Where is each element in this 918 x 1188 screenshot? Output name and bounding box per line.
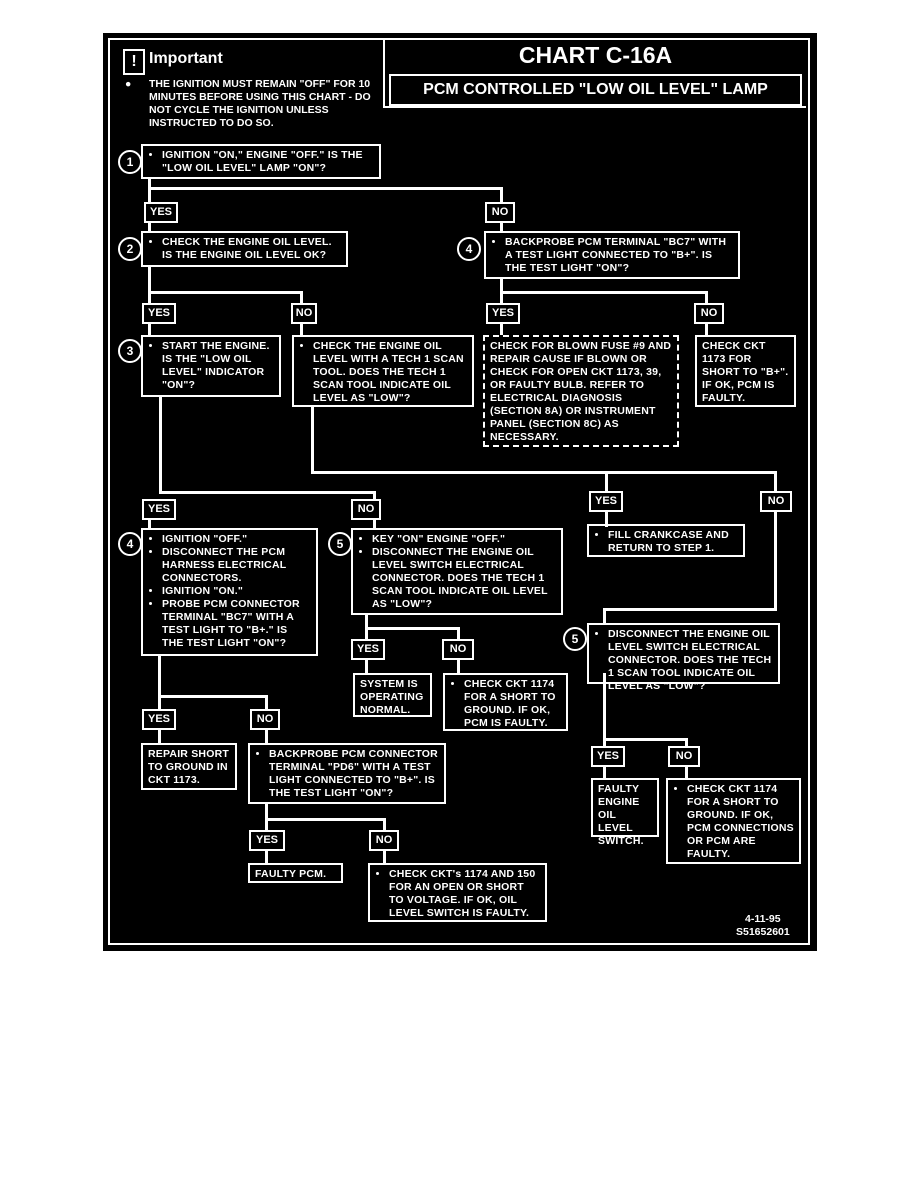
- fill-crankcase-box: • FILL CRANKCASE AND RETURN TO STEP 1.: [587, 524, 745, 557]
- connector: [603, 767, 606, 778]
- connector: [365, 627, 460, 630]
- footer-date: 4-11-95: [745, 913, 781, 925]
- yes-label: YES: [142, 709, 176, 730]
- connector: [500, 291, 708, 294]
- yes-label: YES: [249, 830, 285, 851]
- connector: [705, 323, 708, 335]
- blown-fuse-box: CHECK FOR BLOWN FUSE #9 AND REPAIR CAUSE IF BLOWN OR CHECK FOR OPEN CKT 1173, 39, OR FAULTY BULB. REFER TO ELECTRICAL DIAGNOSIS (SECTION 8A) OR INSTRUMENT PANEL (SECTION 8C) AS NECESSARY.: [483, 335, 679, 447]
- connector: [603, 608, 606, 623]
- connector: [373, 520, 376, 528]
- connector: [148, 520, 151, 528]
- yes-label: YES: [144, 202, 178, 223]
- connector: [158, 695, 268, 698]
- chart-title: CHART C-16A: [518, 42, 673, 68]
- connector: [148, 323, 151, 335]
- no-label: NO: [760, 491, 792, 512]
- footer-code: S51652601: [736, 926, 790, 938]
- connector: [774, 471, 777, 491]
- backprobe-pd6-box: • BACKPROBE PCM CONNECTOR TERMINAL "PD6" WITH A TEST LIGHT CONNECTED TO "B+". IS THE TEST LIGHT "ON"?: [248, 743, 446, 804]
- ckt-1173-box: CHECK CKT 1173 FOR SHORT TO "B+". IF OK, PCM IS FAULTY.: [695, 335, 796, 407]
- flowchart: [103, 33, 817, 951]
- tech1-check-box: • CHECK THE ENGINE OIL LEVEL WITH A TECH 1 SCAN TOOL. DOES THE TECH 1 SCAN TOOL INDICATE OIL LEVEL AS "LOW"?: [292, 335, 474, 407]
- connector: [383, 851, 386, 863]
- connector: [158, 695, 161, 709]
- connector: [774, 511, 777, 611]
- connector: [603, 738, 688, 741]
- step-3-box: • START THE ENGINE. IS THE "LOW OIL LEVEL" INDICATOR "ON"?: [141, 335, 281, 397]
- important-heading: Important: [149, 50, 223, 67]
- repair-short-box: REPAIR SHORT TO GROUND IN CKT 1173.: [141, 743, 237, 790]
- yes-label: YES: [486, 303, 520, 324]
- connector: [500, 187, 503, 202]
- connector: [148, 187, 503, 190]
- connector: [265, 730, 268, 743]
- yes-label: YES: [589, 491, 623, 512]
- step-4-marker: 4: [118, 532, 142, 556]
- connector: [158, 730, 161, 743]
- connector: [300, 323, 303, 335]
- connector: [365, 660, 368, 673]
- step-3-marker: 3: [118, 339, 142, 363]
- step-5-marker: 5: [328, 532, 352, 556]
- title-box: [383, 38, 806, 108]
- yes-label: YES: [351, 639, 385, 660]
- connector: [159, 491, 376, 494]
- no-label: NO: [369, 830, 399, 851]
- chart-subtitle: PCM CONTROLLED "LOW OIL LEVEL" LAMP: [389, 74, 802, 106]
- step-5b-box: • DISCONNECT THE ENGINE OIL LEVEL SWITCH ELECTRICAL CONNECTOR. DOES THE TECH 1 SCAN TOOL INDICATE OIL LEVEL AS "LOW"?: [587, 623, 780, 684]
- step-4-top-box: • BACKPROBE PCM TERMINAL "BC7" WITH A TEST LIGHT CONNECTED TO "B+". IS THE TEST LIGHT "ON"?: [484, 231, 740, 279]
- step-1-marker: 1: [118, 150, 142, 174]
- connector: [159, 395, 162, 494]
- connector: [265, 851, 268, 863]
- connector: [265, 695, 268, 709]
- connector: [373, 491, 376, 499]
- connector: [685, 767, 688, 778]
- step-4-marker: 4: [457, 237, 481, 261]
- connector: [705, 291, 708, 303]
- connector: [685, 738, 688, 746]
- connector: [457, 627, 460, 639]
- faulty-pcm-box: FAULTY PCM.: [248, 863, 343, 883]
- no-label: NO: [291, 303, 317, 324]
- connector: [311, 471, 777, 474]
- connector: [148, 291, 303, 294]
- important-note: ● THE IGNITION MUST REMAIN "OFF" FOR 10 MINUTES BEFORE USING THIS CHART - DO NOT CYCLE THE IGNITION UNLESS INSTRUCTED TO DO SO.: [125, 78, 371, 129]
- no-label: NO: [694, 303, 724, 324]
- no-label: NO: [250, 709, 280, 730]
- step-5-marker: 5: [563, 627, 587, 651]
- yes-label: YES: [142, 499, 176, 520]
- no-label: NO: [485, 202, 515, 223]
- ckt-1174-pcm-box: • CHECK CKT 1174 FOR A SHORT TO GROUND. IF OK, PCM CONNECTIONS OR PCM ARE FAULTY.: [666, 778, 801, 864]
- connector: [311, 406, 314, 474]
- yes-label: YES: [142, 303, 176, 324]
- ckt-1174-150-box: • CHECK CKT's 1174 AND 150 FOR AN OPEN OR SHORT TO VOLTAGE. IF OK, OIL LEVEL SWITCH IS FAULTY.: [368, 863, 547, 922]
- ckt-1174-short-box: • CHECK CKT 1174 FOR A SHORT TO GROUND. IF OK, PCM IS FAULTY.: [443, 673, 568, 731]
- connector: [605, 471, 608, 491]
- important-icon: !: [123, 49, 145, 75]
- no-label: NO: [351, 499, 381, 520]
- step-2-box: • CHECK THE ENGINE OIL LEVEL. IS THE ENGINE OIL LEVEL OK?: [141, 231, 348, 267]
- step-5-box: • KEY "ON" ENGINE "OFF." • DISCONNECT THE ENGINE OIL LEVEL SWITCH ELECTRICAL CONNECTOR. DOES THE TECH 1 SCAN TOOL INDICATE OIL LEVEL AS "LOW"?: [351, 528, 563, 615]
- connector: [457, 660, 460, 673]
- step-2-marker: 2: [118, 237, 142, 261]
- connector: [300, 291, 303, 303]
- step-4-box: • IGNITION "OFF." • DISCONNECT THE PCM HARNESS ELECTRICAL CONNECTORS. • IGNITION "ON." • PROBE PCM CONNECTOR TERMINAL "BC7" WITH A TEST LIGHT TO "B+." IS THE TEST LIGHT "ON"?: [141, 528, 318, 656]
- connector: [383, 818, 386, 830]
- connector: [603, 608, 777, 611]
- yes-label: YES: [591, 746, 625, 767]
- faulty-switch-box: FAULTY ENGINE OIL LEVEL SWITCH.: [591, 778, 659, 837]
- no-label: NO: [668, 746, 700, 767]
- no-label: NO: [442, 639, 474, 660]
- system-normal-box: SYSTEM IS OPERATING NORMAL.: [353, 673, 432, 717]
- connector: [500, 323, 503, 335]
- connector: [148, 265, 151, 303]
- step-1-box: • IGNITION "ON," ENGINE "OFF." IS THE "LOW OIL LEVEL" LAMP "ON"?: [141, 144, 381, 179]
- connector: [265, 803, 268, 830]
- connector: [265, 818, 386, 821]
